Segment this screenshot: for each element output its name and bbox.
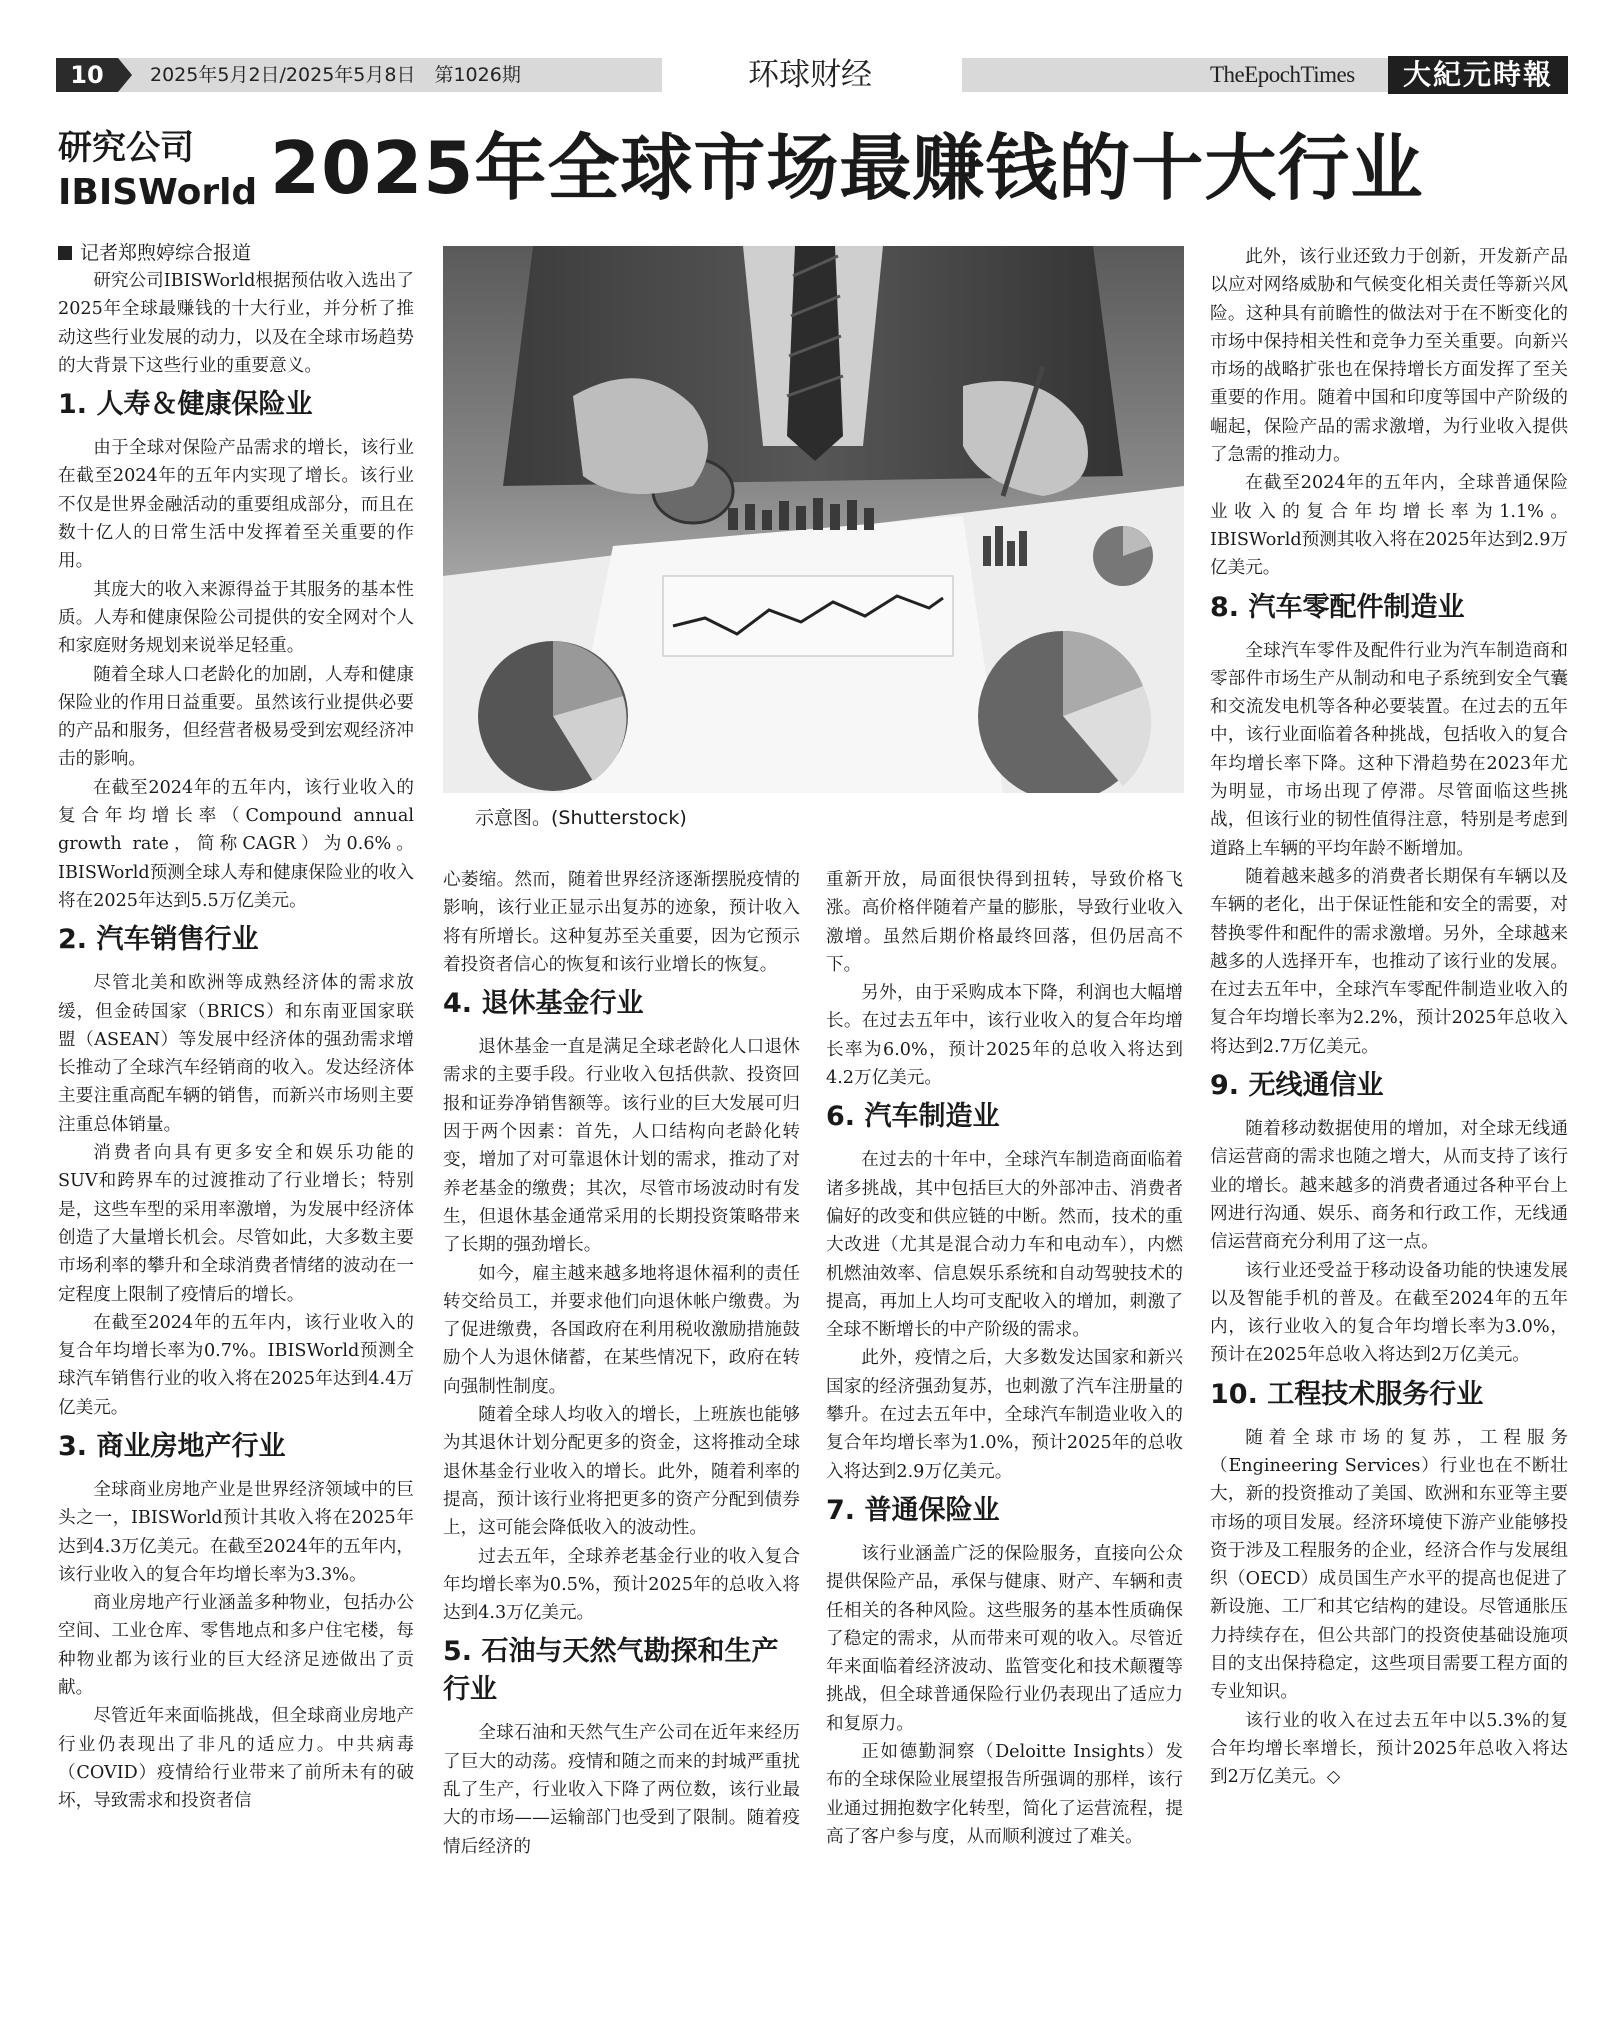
paragraph: 退休基金一直是满足全球老龄化人口退休需求的主要手段。行业收入包括供款、投资回报和证券净销售额等。该行业的巨大发展可归因于两个因素：首先，人口结构向老龄化转变，增加了对可靠退休计划的需求，推动了对养老基金的缴费；其次，尽管市场波动时有发生，但退休基金通常采用的长期投资策略带来了长期的强劲增长。	[443, 1037, 800, 1256]
paragraph: 尽管近年来面临挑战，但全球商业房地产行业仍表现出了非凡的适应力。中共病毒（COVID）疫情给行业带来了前所未有的破坏，导致需求和投资者信	[58, 1706, 414, 1812]
section-heading-4: 4. 退休基金行业	[443, 988, 644, 1020]
paragraph: 其庞大的收入来源得益于其服务的基本性质。人寿和健康保险公司提供的安全网对个人和家庭财务规划来说举足轻重。	[58, 579, 414, 657]
article-photo	[443, 246, 1184, 793]
page-number: 10	[56, 58, 118, 92]
paragraph: 该行业的收入在过去五年中以5.3%的复合年均增长率增长，预计2025年总收入将达到2万亿美元。◇	[1210, 1710, 1568, 1788]
paragraph: 随着越来越多的消费者长期保有车辆以及车辆的老化，出于保证性能和安全的需要，对替换零件和配件的需求激增。另外，全球越来越多的人选择开车，也推动了该行业的发展。在过去五年中，全球汽车零配件制造业收入的复合年均增长率为2.2%，预计2025年总收入将达到2.7万亿美元。	[1210, 866, 1568, 1057]
paragraph: 在截至2024年的五年内，全球普通保险业收入的复合年均增长率为1.1%。IBISWorld预测其收入将在2025年达到2.9万亿美元。	[1210, 473, 1568, 579]
square-bullet-icon	[58, 246, 72, 260]
section-heading-8: 8. 汽车零配件制造业	[1210, 591, 1465, 623]
paragraph: 如今，雇主越来越多地将退休福利的责任转交给员工，并要求他们向退休帐户缴费。为了促进缴费，各国政府在利用税收激励措施鼓励个人为退休储蓄，在某些情况下，政府在转向强制性制度。	[443, 1263, 800, 1397]
section-heading-7: 7. 普通保险业	[826, 1494, 1000, 1526]
section-heading-5: 5. 石油与天然气勘探和生产行业	[443, 1636, 779, 1706]
headline-title: 2025年全球市场最赚钱的十大行业	[270, 126, 1424, 210]
headline-kicker-line2: IBISWorld	[58, 172, 258, 213]
paragraph: 此外，该行业还致力于创新，开发新产品以应对网络威胁和气候变化相关责任等新兴风险。这种具有前瞻性的做法对于在不断变化的市场中保持相关性和竞争力至关重要。向新兴市场的战略扩张也在保持增长方面发挥了至关重要的作用。随着中国和印度等国中产阶级的崛起，保险产品的需求激增，为行业收入提供了急需的推动力。	[1210, 247, 1568, 466]
paragraph: 由于全球对保险产品需求的增长，该行业在截至2024年的五年内实现了增长。该行业不仅是世界金融活动的重要组成部分，而且在数十亿人的日常生活中发挥着至关重要的作用。	[58, 438, 414, 572]
paragraph: 消费者向具有更多安全和娱乐功能的SUV和跨界车的过渡推动了行业增长；特别是，这些车型的采用率激增，为发展中经济体创造了大量增长机会。尽管如此，大多数主要市场利率的攀升和全球消费者情绪的波动在一定程度上限制了疫情后的增长。	[58, 1143, 414, 1305]
section-heading-9: 9. 无线通信业	[1210, 1070, 1384, 1102]
paragraph: 该行业涵盖广泛的保险服务，直接向公众提供保险产品，承保与健康、财产、车辆和责任相关的各种风险。这些服务的基本性质确保了稳定的需求，从而带来可观的收入。尽管近年来面临着经济波动、监管变化和技术颠覆等挑战，但全球普通保险行业仍表现出了适应力和复原力。	[826, 1543, 1183, 1734]
paragraph: 随着移动数据使用的增加，对全球无线通信运营商的需求也随之增大，从而支持了该行业的增长。越来越多的消费者通过各种平台上网进行沟通、娱乐、商务和行政工作，无线通信运营商充分利用了这一点。	[1210, 1119, 1568, 1253]
column-3	[826, 866, 1183, 1851]
column-2	[443, 866, 800, 1861]
byline	[58, 239, 414, 267]
paragraph: 重新开放，局面很快得到扭转，导致价格飞涨。高价格伴随着产量的膨胀，导致行业收入激增。虽然后期价格最终回落，但仍居高不下。	[826, 870, 1183, 975]
headline-kicker-line1: 研究公司	[58, 128, 194, 168]
section-heading-3: 3. 商业房地产行业	[58, 1430, 286, 1462]
intro-paragraph: 研究公司IBISWorld根据预估收入选出了2025年全球最赚钱的十大行业，并分析了推动这些行业发展的动力，以及在全球市场趋势的大背景下这些行业的重要意义。	[58, 271, 414, 376]
paragraph: 全球汽车零件及配件行业为汽车制造商和零部件市场生产从制动和电子系统到安全气囊和交流发电机等各种必要装置。在过去的五年中，该行业面临着各种挑战，包括收入的复合年均增长率下降。这种下滑趋势在2023年尤为明显，市场出现了停滞。尽管面临这些挑战，但该行业的韧性值得注意，特别是考虑到道路上车辆的平均年龄不断增加。	[1210, 640, 1568, 859]
paragraph: 在过去的十年中，全球汽车制造商面临着诸多挑战，其中包括巨大的外部冲击、消费者偏好的改变和供应链的中断。然而，技术的重大改进（尤其是混合动力车和电动车），内燃机燃油效率、信息娱乐系统和自动驾驶技术的提高，再加上人均可支配收入的增加，刺激了全球不断增长的中产阶级的需求。	[826, 1150, 1183, 1341]
paragraph: 心萎缩。然而，随着世界经济逐渐摆脱疫情的影响，该行业正显示出复苏的迹象，预计收入将有所增长。这种复苏至关重要，因为它预示着投资者信心的恢复和该行业增长的恢复。	[443, 870, 800, 975]
paragraph: 随着全球人口老龄化的加剧，人寿和健康保险业的作用日益重要。虽然该行业提供必要的产品和服务，但经营者极易受到宏观经济冲击的影响。	[58, 664, 414, 770]
paragraph: 在截至2024年的五年内，该行业收入的复合年均增长率为0.7%。IBISWorld预测全球汽车销售行业的收入将在2025年达到4.4万亿美元。	[58, 1312, 414, 1418]
section-heading-10: 10. 工程技术服务行业	[1210, 1378, 1484, 1410]
section-heading-1: 1. 人寿＆健康保险业	[58, 389, 313, 421]
byline-text: 记者郑煦婷综合报道	[80, 242, 252, 264]
paragraph: 随着全球人均收入的增长，上班族也能够为其退休计划分配更多的资金，这将推动全球退休基金行业收入的增长。此外，随着利率的提高，预计该行业将把更多的资产分配到债券上，这可能会降低收入的波动性。	[443, 1405, 800, 1539]
paragraph: 过去五年，全球养老基金行业的收入复合年均增长率为0.5%，预计2025年的总收入将达到4.3万亿美元。	[443, 1546, 800, 1624]
paragraph: 商业房地产行业涵盖多种物业，包括办公空间、工业仓库、零售地点和多户住宅楼，每种物业都为该行业的巨大经济足迹做出了贡献。	[58, 1593, 414, 1699]
newspaper-logo: 大紀元時報	[1388, 56, 1568, 94]
paragraph: 正如德勤洞察（Deloitte Insights）发布的全球保险业展望报告所强调的那样，该行业通过拥抱数字化转型，简化了运营流程，提高了客户参与度，从而顺利渡过了难关。	[826, 1742, 1183, 1847]
paragraph: 另外，由于采购成本下降，利润也大幅增长。在过去五年中，该行业收入的复合年均增长率为6.0%，预计2025年的总收入将达到4.2万亿美元。	[826, 983, 1183, 1089]
paragraph: 在截至2024年的五年内，该行业收入的复合年均增长率（Compound annual growth rate，简称CAGR）为0.6%。IBISWorld预测全球人寿和健康保险业的收入将在2025年达到5.5万亿美元。	[58, 777, 414, 911]
issue-date: 2025年5月2日/2025年5月8日 第1026期	[150, 64, 521, 86]
paragraph: 该行业还受益于移动设备功能的快速发展以及智能手机的普及。在截至2024年的五年内，该行业收入的复合年均增长率为3.0%，预计在2025年总收入将达到2万亿美元。	[1210, 1260, 1568, 1366]
column-4	[1210, 243, 1568, 1792]
photo-caption: 示意图。(Shutterstock)	[475, 807, 687, 829]
paragraph: 尽管北美和欧洲等成熟经济体的需求放缓，但金砖国家（BRICS）和东南亚国家联盟（ASEAN）等发展中经济体的强劲需求增长推动了全球汽车经销商的收入。发达经济体主要注重高配车辆的销售，而新兴市场则主要注重总体销量。	[58, 973, 414, 1135]
paragraph: 随着全球市场的复苏，工程服务（Engineering Services）行业也在不断壮大，新的投资推动了美国、欧洲和东亚等主要市场的项目发展。经济环境使下游产业能够投资于涉及工程服务的企业，经济合作与发展组织（OECD）成员国生产水平的提高也促进了新设施、工厂和其它结构的建设。尽管通胀压力持续存在，但公共部门的投资使基础设施项目的支出保持稳定，这些项目需要工程方面的专业知识。	[1210, 1427, 1568, 1703]
paragraph: 全球石油和天然气生产公司在近年来经历了巨大的动荡。疫情和随之而来的封城严重扰乱了生产，行业收入下降了两位数，该行业最大的市场——运输部门也受到了限制。随着疫情后经济的	[443, 1723, 800, 1857]
photo-illustration	[443, 246, 1184, 793]
section-heading-2: 2. 汽车销售行业	[58, 924, 259, 956]
paragraph: 全球商业房地产业是世界经济领域中的巨头之一，IBISWorld预计其收入将在2025年达到4.3万亿美元。在截至2024年的五年内，该行业收入的复合年均增长率为3.3%。	[58, 1479, 414, 1585]
column-1	[58, 239, 414, 1816]
section-heading-6: 6. 汽车制造业	[826, 1101, 1000, 1133]
paragraph: 此外，疫情之后，大多数发达国家和新兴国家的经济强劲复苏，也刺激了汽车注册量的攀升。在过去五年中，全球汽车制造业收入的复合年均增长率为1.0%，预计2025年的总收入将达到2.9万亿美元。	[826, 1348, 1183, 1482]
section-title: 环球财经	[748, 57, 872, 93]
epoch-times-wordmark: TheEpochTimes	[1210, 62, 1355, 87]
